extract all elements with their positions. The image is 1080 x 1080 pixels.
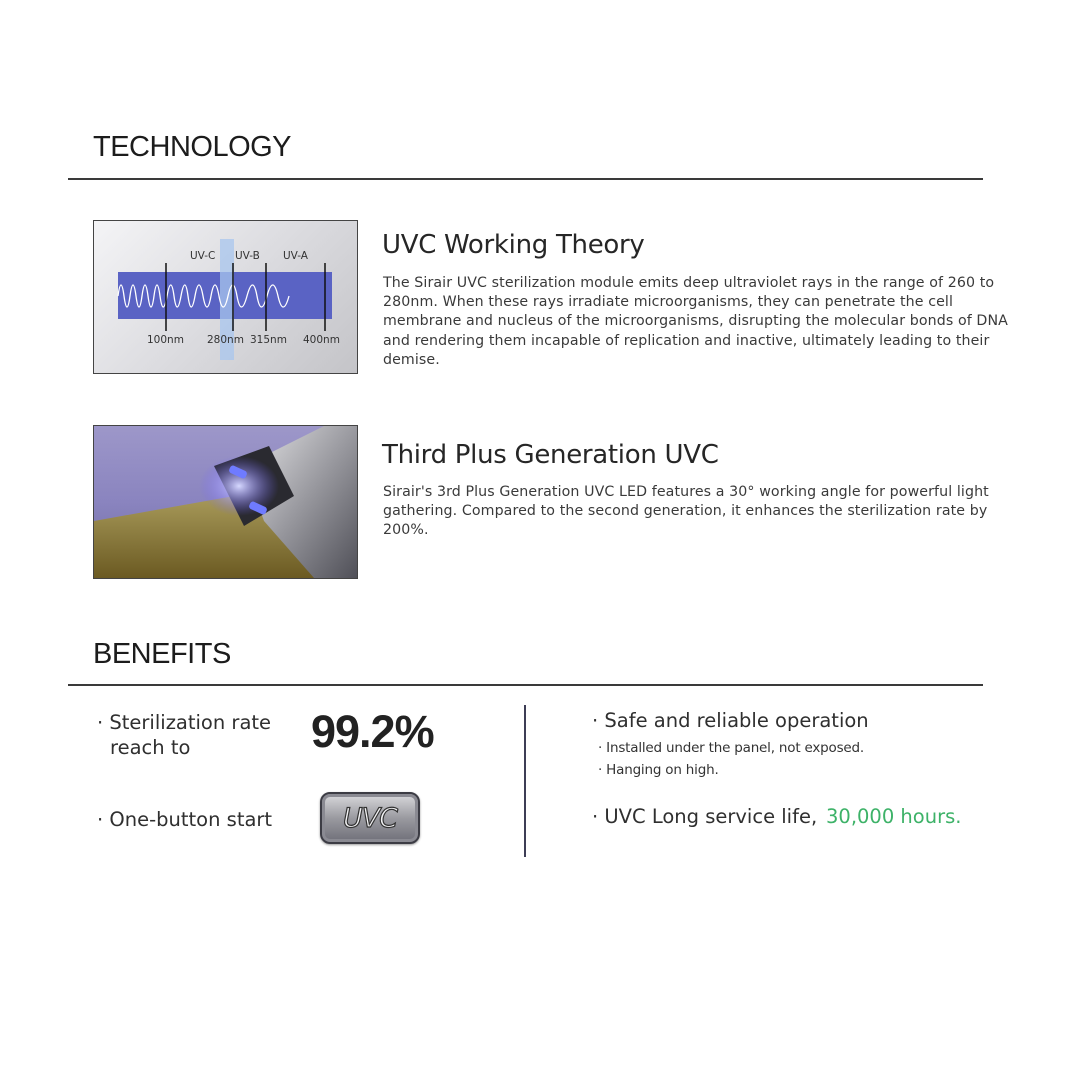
uvc-button-icon	[320, 792, 420, 844]
technology-divider	[68, 178, 983, 180]
sterilization-value: 99.2%	[311, 706, 434, 757]
uvc-led-product-image	[93, 425, 358, 579]
band-label-uva: UV-A	[283, 250, 308, 262]
safe-point-1: · Installed under the panel, not exposed.	[598, 740, 864, 756]
safe-operation-title: · Safe and reliable operation	[592, 709, 869, 732]
tick-label-100: 100nm	[147, 334, 184, 346]
service-life-label: · UVC Long service life,	[592, 805, 818, 828]
feature-title-third-gen: Third Plus Generation UVC	[382, 440, 719, 470]
tick-label-315: 315nm	[250, 334, 287, 346]
one-button-label: · One-button start	[97, 808, 273, 831]
benefits-column-divider	[524, 705, 526, 857]
feature-title-uvc-theory: UVC Working Theory	[382, 230, 645, 260]
uvc-button-label: UVC	[342, 802, 398, 834]
feature-body-third-gen: Sirair's 3rd Plus Generation UVC LED features a 30° working angle for powerful light gathering. Compared to the second generation, it enhances the sterilization rate by 200%.	[383, 484, 989, 539]
uv-spectrum-diagram	[93, 220, 358, 374]
sterilization-label: · Sterilization rate	[97, 711, 272, 734]
sterilization-label-2: reach to	[110, 736, 191, 759]
safe-point-2: · Hanging on high.	[598, 762, 719, 778]
band-label-uvb: UV-B	[235, 250, 260, 262]
service-life-value: 30,000 hours.	[826, 805, 962, 828]
tick-label-280: 280nm	[207, 334, 244, 346]
benefits-heading: BENEFITS	[93, 638, 231, 670]
technology-heading: TECHNOLOGY	[93, 131, 292, 163]
benefits-divider	[68, 684, 983, 686]
tick-label-400: 400nm	[303, 334, 340, 346]
band-label-uvc: UV-C	[190, 250, 216, 262]
feature-body-uvc-theory: The Sirair UVC sterilization module emits deep ultraviolet rays in the range of 260 to 280nm. When these rays irradiate microorganisms, they can penetrate the cell membrane and nucleus of the microorganisms, disrupting the molecular bonds of DNA and rendering them incapable of replication and inactive, ultimately leading to their demise.	[383, 275, 1008, 368]
